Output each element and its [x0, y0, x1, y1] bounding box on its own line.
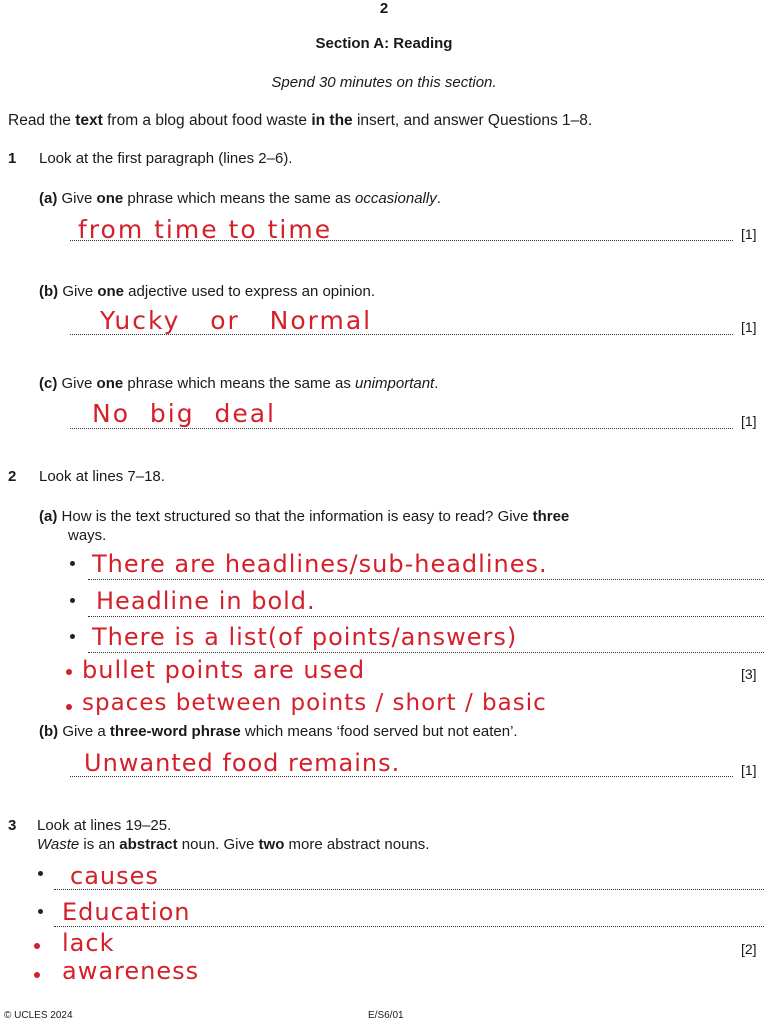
answer-line-2b: [70, 776, 733, 777]
question-3-instruction: Waste is an abstract noun. Give two more abstract nouns.: [37, 836, 430, 853]
question-1b-prompt: (b) Give one adjective used to express an opinion.: [39, 283, 376, 300]
answer-2a-1: There are headlines/sub-headlines.: [92, 550, 548, 578]
answer-1c: No big deal: [92, 399, 276, 428]
answer-3-1: causes: [70, 862, 159, 890]
answer-line-2a-2: [88, 616, 764, 617]
marks-2b: [1]: [741, 762, 757, 778]
question-1a-prompt: (a) Give one phrase which means the same as occasionally.: [39, 190, 441, 207]
page-number: 2: [379, 0, 389, 17]
bullet-point: [66, 669, 72, 675]
answer-3-2: Education: [62, 898, 191, 926]
question-2-stem: Look at lines 7–18.: [39, 468, 165, 485]
answer-2a-3: There is a list(of points/answers): [92, 623, 518, 651]
answer-line-2a-1: [88, 579, 764, 580]
marks-1c: [1]: [741, 413, 757, 429]
bullet-point: [38, 871, 43, 876]
bullet-point: [70, 561, 75, 566]
marks-1b: [1]: [741, 319, 757, 335]
answer-3-4: awareness: [62, 957, 200, 985]
answer-2a-4: bullet points are used: [82, 656, 366, 684]
question-2b-prompt: (b) Give a three-word phrase which means ‘food served but not eaten’.: [39, 723, 518, 740]
answer-line-3-1: [54, 889, 764, 890]
answer-line-1c: [70, 428, 733, 429]
intro-text: Read the text from a blog about food waste in the insert, and answer Questions 1–8.: [8, 112, 593, 129]
marks-3: [2]: [741, 941, 757, 957]
answer-1a: from time to time: [78, 215, 333, 244]
answer-line-1a: [70, 240, 733, 241]
section-instruction: Spend 30 minutes on this section.: [271, 74, 497, 91]
bullet-point: [34, 943, 40, 949]
answer-2a-5: spaces between points / short / basic: [82, 690, 547, 716]
footer-code: E/S6/01: [368, 1010, 404, 1021]
footer-copyright: © UCLES 2024: [4, 1010, 73, 1021]
answer-3-3: lack: [62, 929, 115, 957]
answer-line-1b: [70, 334, 733, 335]
question-3-stem: Look at lines 19–25.: [37, 817, 172, 834]
section-title: Section A: Reading: [315, 35, 453, 52]
marks-2a: [3]: [741, 666, 757, 682]
answer-2a-2: Headline in bold.: [96, 587, 316, 615]
marks-1a: [1]: [741, 226, 757, 242]
question-2-number: 2: [8, 468, 17, 485]
bullet-point: [34, 972, 40, 978]
bullet-point: [38, 909, 43, 914]
question-1c-prompt: (c) Give one phrase which means the same as unimportant.: [39, 375, 439, 392]
question-2a-prompt: (a) How is the text structured so that the information is easy to read? Give three: [39, 508, 570, 525]
answer-line-2a-3: [88, 652, 764, 653]
bullet-point: [66, 704, 72, 710]
bullet-point: [70, 598, 75, 603]
bullet-point: [70, 634, 75, 639]
question-3-number: 3: [8, 817, 17, 834]
answer-line-3-2: [54, 926, 764, 927]
question-1-number: 1: [8, 150, 17, 167]
answer-1b: Yucky or Normal: [100, 306, 373, 335]
question-1-stem: Look at the first paragraph (lines 2–6).: [39, 150, 293, 167]
answer-2b: Unwanted food remains.: [84, 749, 401, 777]
question-2a-prompt-cont: ways.: [68, 527, 107, 544]
